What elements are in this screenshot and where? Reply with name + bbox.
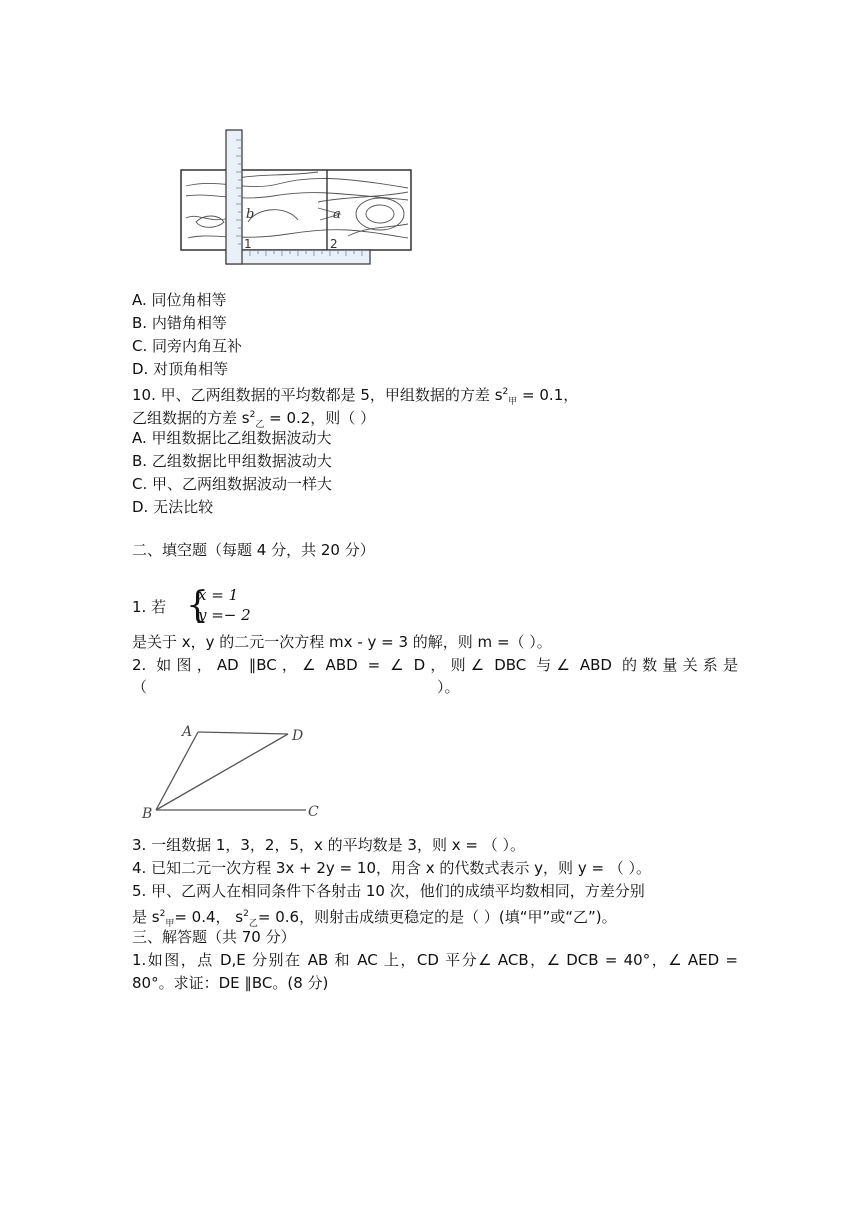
q2-line-1: 2. 如图，AD ∥BC，∠ ABD = ∠ D，则∠ DBC 与∠ ABD 的数量关系是 (132, 656, 738, 674)
point-c: C (308, 804, 319, 820)
s3-q1-line-2: 80°。求证：DE ∥BC。(8 分) (132, 974, 329, 992)
s3-q1-line-1: 1.如图，点 D,E 分别在 AB 和 AC 上，CD 平分∠ ACB，∠ DCB = 40°，∠ AED = (132, 951, 738, 969)
section2-title: 二、填空题（每题 4 分，共 20 分） (132, 541, 375, 559)
q10-option-d: D. 无法比较 (132, 498, 214, 516)
q9-option-c: C. 同旁内角互补 (132, 337, 243, 355)
label-1: 1 (244, 237, 252, 251)
label-b: b (246, 207, 255, 222)
label-a: a (333, 207, 341, 222)
q1-prefix: 1. 若 (132, 598, 167, 616)
label-2: 2 (330, 237, 338, 251)
q9-option-d: D. 对顶角相等 (132, 360, 229, 378)
wood-ruler-figure (178, 126, 418, 274)
q9-option-a: A. 同位角相等 (132, 291, 227, 309)
q10-line-1: 10. 甲、乙两组数据的平均数都是 5，甲组数据的方差 $s^2_甲 = 0.1$， (132, 386, 579, 407)
q5-line-2: 是 $s^2_甲= 0.4$， $s^2_乙= 0.6$，则射击成绩更稳定的是（ ）(填“甲”或“乙”)。 (132, 908, 617, 929)
q10-option-b: B. 乙组数据比甲组数据波动大 (132, 452, 332, 470)
q1-line-2: 是关于 x，y 的二元一次方程 mx - y = 3 的解，则 m =（ ）。 (132, 633, 552, 651)
q10-option-c: C. 甲、乙两组数据波动一样大 (132, 475, 333, 493)
q4: 4. 已知二元一次方程 3x + 2y = 10，用含 x 的代数式表示 y，则 y = （ ）。 (132, 859, 652, 877)
segment-ad (198, 732, 288, 734)
brace: { (186, 585, 209, 626)
point-b: B (142, 806, 153, 820)
point-d: D (292, 728, 304, 744)
q5-line-1: 5. 甲、乙两人在相同条件下各射击 10 次，他们的成绩平均数相同，方差分别 (132, 882, 645, 900)
parallelogram-figure (138, 720, 338, 820)
point-a: A (182, 724, 193, 740)
wood-board (181, 170, 411, 250)
q1-eq1: x = 1 (198, 586, 239, 604)
q1-eq2: y =− 2 (198, 606, 251, 624)
q10-option-a: A. 甲组数据比乙组数据波动大 (132, 429, 332, 447)
q9-option-b: B. 内错角相等 (132, 314, 227, 332)
q3: 3. 一组数据 1，3，2，5，x 的平均数是 3，则 x = （ ）。 (132, 836, 525, 854)
q10-line-2: 乙组数据的方差 $s^2_乙 = 0.2$，则（ ） (132, 409, 376, 430)
section3-title: 三、解答题（共 70 分） (132, 928, 296, 946)
q2-line-2: （ ）。 (132, 678, 460, 696)
